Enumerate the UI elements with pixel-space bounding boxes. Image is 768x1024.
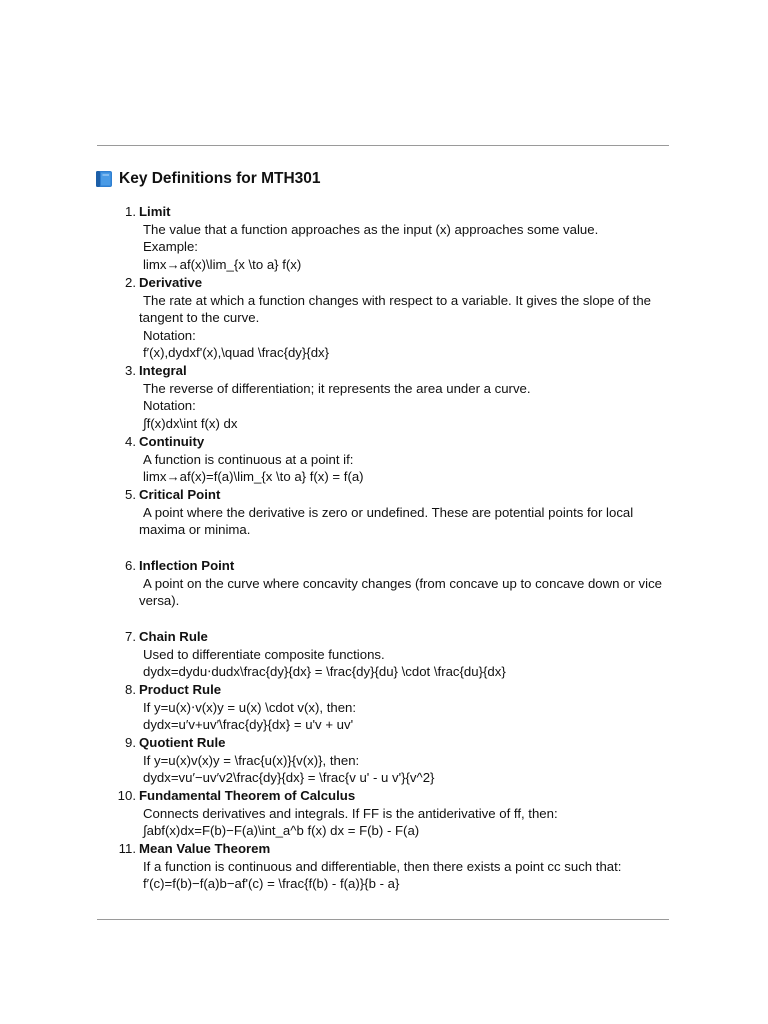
item-title: Continuity — [139, 434, 205, 449]
item-number: 11. — [118, 841, 136, 856]
item-text: A function is continuous at a point if: — [143, 451, 354, 467]
item-text: The rate at which a function changes with respect to a variable. It gives the slope of the tangent to the curve. — [139, 292, 652, 326]
item-number: 6. — [125, 558, 136, 573]
item-title: Critical Point — [139, 487, 221, 502]
item-title: Product Rule — [139, 682, 222, 697]
item-text: If a function is continuous and differentiable, then there exists a point cc such that: — [143, 858, 622, 874]
item-formula: dydx=dydu⋅dudx\frac{dy}{dx} = \frac{dy}{du} \cdot \frac{du}{dx} — [143, 664, 506, 680]
item-text: Notation: — [143, 398, 196, 414]
item-title: Chain Rule — [139, 629, 208, 644]
blue-book-icon — [95, 170, 113, 188]
item-formula: limx→af(x)\lim_{x \to a} f(x) — [143, 256, 302, 272]
item-title: Derivative — [139, 275, 203, 290]
item-number: 4. — [125, 434, 136, 449]
bottom-divider — [97, 919, 669, 920]
item-title: Quotient Rule — [139, 735, 226, 750]
item-text: The value that a function approaches as the input (x) approaches some value. — [143, 221, 599, 237]
item-number: 1. — [125, 204, 136, 219]
item-formula: ∫abf(x)dx=F(b)−F(a)\int_a^b f(x) dx = F(b) - F(a) — [143, 823, 420, 839]
item-formula: dydx=vu′−uv′v2\frac{dy}{dx} = \frac{v u' - u v'}{v^2} — [143, 770, 435, 786]
section-heading — [95, 168, 321, 190]
item-title: Fundamental Theorem of Calculus — [139, 788, 356, 803]
page-title: Key Definitions for MTH301 — [119, 170, 321, 187]
item-formula: limx→af(x)=f(a)\lim_{x \to a} f(x) = f(a) — [143, 469, 364, 485]
item-title: Mean Value Theorem — [139, 841, 271, 856]
item-text: A point on the curve where concavity changes (from concave up to concave down or vice versa). — [139, 575, 662, 609]
item-text: Example: — [143, 239, 198, 255]
item-text: The reverse of differentiation; it represents the area under a curve. — [143, 380, 531, 396]
item-number: 10. — [117, 788, 136, 803]
item-number: 5. — [125, 487, 136, 502]
item-title: Integral — [139, 363, 187, 378]
item-title: Limit — [139, 204, 171, 219]
top-divider — [97, 145, 669, 146]
item-text: A point where the derivative is zero or undefined. These are potential points for local maxima or minima. — [139, 504, 634, 538]
item-text: Used to differentiate composite functions. — [143, 646, 385, 662]
item-formula: ∫f(x)dx\int f(x) dx — [143, 415, 238, 431]
item-number: 9. — [125, 735, 136, 750]
item-number: 3. — [125, 363, 136, 378]
item-formula: f′(c)=f(b)−f(a)b−af'(c) = \frac{f(b) - f(a)}{b - a} — [143, 876, 400, 892]
item-number: 2. — [125, 275, 136, 290]
item-text: If y=u(x)v(x)y = \frac{u(x)}{v(x)}, then: — [143, 752, 360, 768]
item-text: Notation: — [143, 327, 196, 343]
item-number: 8. — [125, 682, 136, 697]
item-number: 7. — [125, 629, 136, 644]
item-text: If y=u(x)⋅v(x)y = u(x) \cdot v(x), then: — [143, 699, 357, 715]
item-text: Connects derivatives and integrals. If FF is the antiderivative of ff, then: — [143, 805, 558, 821]
item-title: Inflection Point — [139, 558, 235, 573]
item-formula: dydx=u′v+uv′\frac{dy}{dx} = u'v + uv' — [143, 717, 354, 733]
item-formula: f′(x),dydxf'(x),\quad \frac{dy}{dx} — [143, 345, 330, 361]
